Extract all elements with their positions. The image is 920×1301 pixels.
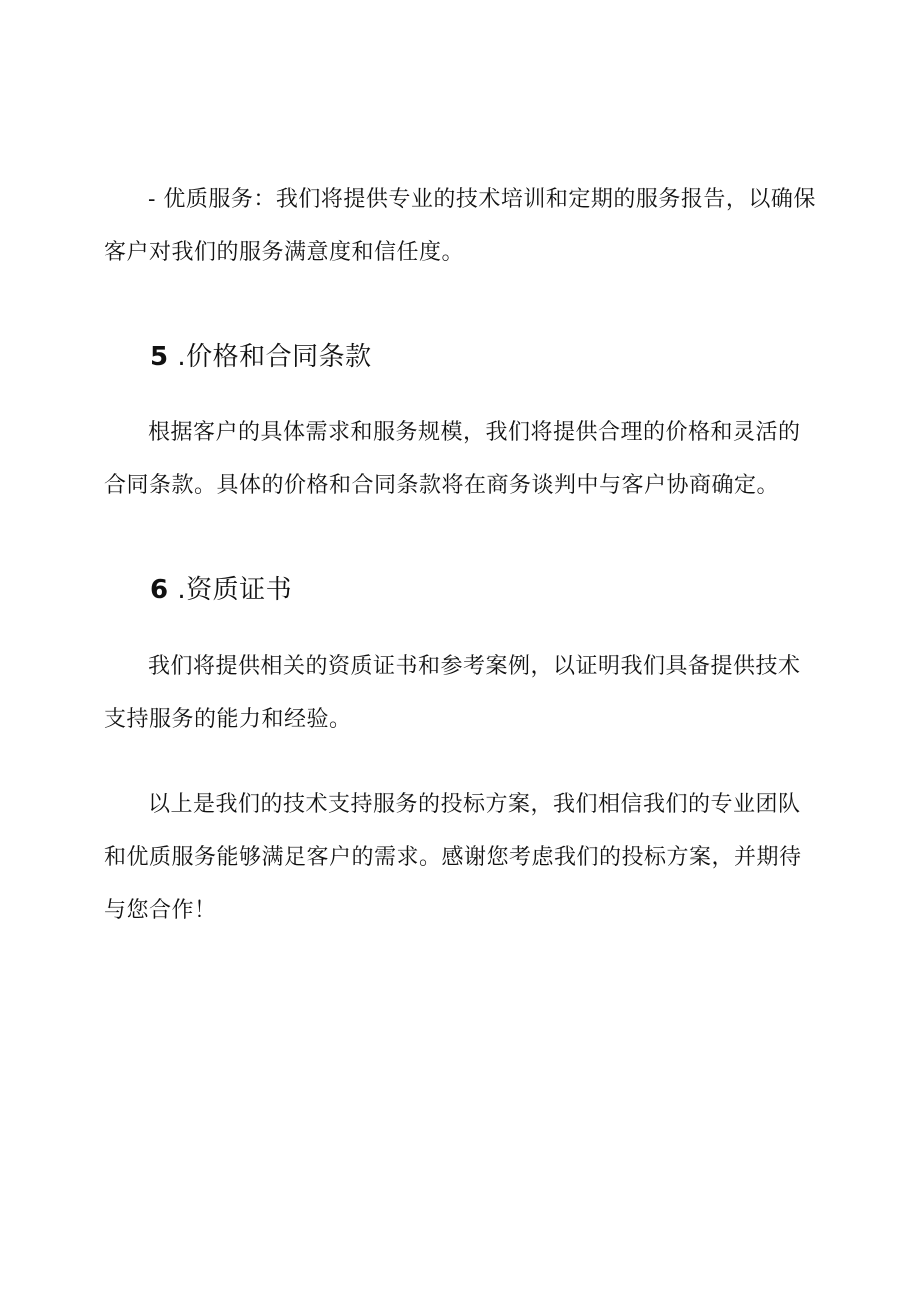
section-5-title: .价格和合同条款 [177, 342, 372, 372]
section-6-heading [150, 573, 292, 607]
section-6-number: 6 [150, 575, 169, 605]
section-6-title: .资质证书 [177, 575, 293, 605]
closing-paragraph: 以上是我们的技术支持服务的投标方案，我们相信我们的专业团队和优质服务能够满足客户的需求。感谢您考虑我们的投标方案，并期待与您合作！ [104, 792, 802, 923]
section-5-body: 根据客户的具体需求和服务规模，我们将提供合理的价格和灵活的合同条款。具体的价格和合同条款将在商务谈判中与客户协商确定。 [104, 420, 801, 498]
section-5-heading [150, 340, 372, 374]
section-6-body: 我们将提供相关的资质证书和参考案例，以证明我们具备提供技术支持服务的能力和经验。 [104, 654, 801, 732]
service-quality-paragraph: - 优质服务：我们将提供专业的技术培训和定期的服务报告，以确保客户对我们的服务满意度和信任度。 [104, 187, 816, 265]
section-5-number: 5 [150, 342, 169, 372]
